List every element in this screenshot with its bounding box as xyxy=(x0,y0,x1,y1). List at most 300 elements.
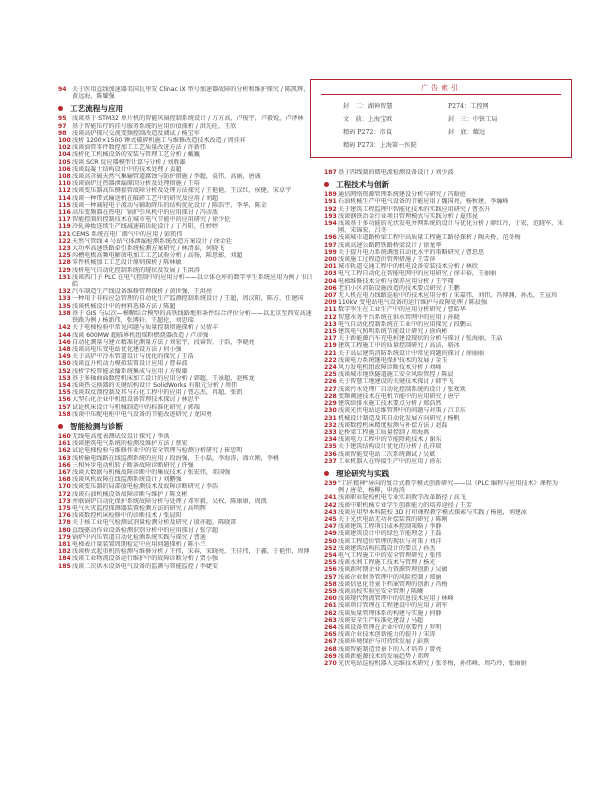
toc-entry[interactable] xyxy=(324,306,564,313)
article-title: 建筑给排水施工技术要点分析 / 郑浩然 xyxy=(338,400,442,408)
toc-entry[interactable] xyxy=(58,259,314,266)
page-number: 121 xyxy=(58,230,71,238)
toc-entry[interactable] xyxy=(324,530,564,537)
article-title: 浅谈大数据与机械故障诊断中的集成技术 / 张宏伟，邓国强 xyxy=(72,468,231,476)
page-number: 268 xyxy=(324,645,337,653)
page-number: 123 xyxy=(58,245,71,253)
page-number: 157 xyxy=(58,403,71,411)
page-number: 239 xyxy=(324,479,337,487)
toc-entry[interactable] xyxy=(324,624,564,631)
page-number: 237 xyxy=(324,457,337,465)
toc-entry[interactable] xyxy=(58,483,314,490)
article-title: 浅谈应用型本科院校 3D 打印课程教学模式探索与实践 / 杨艳，刘建泳 xyxy=(338,508,527,516)
toc-entry[interactable] xyxy=(324,407,564,414)
article-title: 基于四线制的微电流检测设备设计 / 刘少波 xyxy=(338,169,454,176)
page-number: 105 xyxy=(58,158,71,166)
article-title: 基于多轴曲面数控机床加工设计的应用分析 / 韩超，王景超，赵栋龙 xyxy=(72,374,255,382)
toc-entry[interactable] xyxy=(324,169,564,176)
page-number: 173 xyxy=(58,497,71,505)
toc-entry[interactable] xyxy=(324,198,564,205)
page-number: 94 xyxy=(58,86,67,93)
page-number: 245 xyxy=(324,515,337,523)
page-number: 224 xyxy=(324,364,337,372)
article-title: 浅谈数控机床检修中的诊断技术 / 张晨阳 xyxy=(72,512,182,520)
toc-entry[interactable] xyxy=(324,566,564,573)
article-title: 无线电高度表测试仪设计探究 / 李洪 xyxy=(72,432,170,440)
page-number: 250 xyxy=(324,537,337,545)
toc-entry[interactable] xyxy=(324,400,564,407)
toc-entry[interactable] xyxy=(324,588,564,595)
toc-entry[interactable] xyxy=(324,436,564,443)
page-number: 185 xyxy=(58,562,71,570)
page-number: 203 xyxy=(324,270,337,278)
toc-entry[interactable] xyxy=(58,159,314,166)
article-title: 浅析化工机械设备的安装与管理工艺分析 / 戴巍 xyxy=(72,151,200,159)
page-number: 179 xyxy=(58,533,71,541)
page-number: 212 xyxy=(324,313,337,321)
page-number: 267 xyxy=(324,638,337,646)
article-title: 汽车制造生产线设备维修管理探析 / 黄世强，王洪亮 xyxy=(72,288,212,296)
toc-entry[interactable] xyxy=(58,130,314,137)
toc-entry[interactable] xyxy=(324,559,564,566)
page-number: 116 xyxy=(58,209,71,217)
toc-entry[interactable] xyxy=(324,595,564,602)
toc-entry[interactable] xyxy=(58,498,314,505)
article-title: 一种用于非标应急管理的自动化生产监测控制系统设计 / 王超，周汉阳，陈方，任建国 xyxy=(72,295,304,303)
toc-entry[interactable] xyxy=(58,166,314,173)
article-title: 试论机床设计与机械制造中的标准化研究 / 郭瑞 xyxy=(72,403,200,411)
toc-entry[interactable] xyxy=(324,638,564,645)
page-number: 219 xyxy=(324,342,337,350)
article-title: 浅谈中职机械专业学生创新能力的培养途径 / 王芳 xyxy=(338,501,472,509)
page-number: 144 xyxy=(58,331,71,339)
article-title: 关于高炉中冷水管道设计与优化的探究 / 王浩 xyxy=(72,353,194,361)
article-title: 浅谈污水处理厂自动化控制系统的设计 / 张欢欢 xyxy=(338,385,466,393)
page-number: 228 xyxy=(324,392,337,400)
toc-entry[interactable] xyxy=(58,455,314,462)
toc-entry[interactable] xyxy=(324,415,564,422)
page-number: 129 xyxy=(58,266,71,274)
toc-entry[interactable] xyxy=(58,238,314,245)
article-title: 浅谈智能制造背景下的人才培养 / 曾亮 xyxy=(338,645,442,653)
article-title: "工匠精神"导向的复合式教学模式创新研究——以《PLC 编程与应用技术》课程为例 / 唐荣，杨柳，申海涛 xyxy=(338,479,558,495)
article-title: 关于建筑工程监理中智能化技术的实践应用研究 / 曹杰升 xyxy=(338,205,491,213)
toc-entry[interactable] xyxy=(58,231,314,238)
toc-entry[interactable] xyxy=(324,191,564,198)
toc-entry[interactable] xyxy=(58,353,314,360)
ad-index-item: 封 三：中铁工局 xyxy=(448,116,498,123)
article-title: 浅谈新能源技术的发展趋势 / 邓辉 xyxy=(338,652,430,660)
article-title: 浅谈中压配电柜中电气设备的节能改进研究 / 龙国勇 xyxy=(72,410,212,418)
page-number: 256 xyxy=(324,566,337,574)
toc-entry[interactable] xyxy=(58,223,314,230)
page-number: 131 xyxy=(58,273,71,281)
toc-entry[interactable] xyxy=(324,610,564,617)
page-number: 189 xyxy=(324,191,337,199)
toc-entry[interactable] xyxy=(58,375,314,382)
article-title: 浅谈 SCR 反应器模型计算与分析 / 刘胜雄 xyxy=(72,158,186,166)
article-title: 浅谈直升机动力模拟装置设计应用 / 曹春波 xyxy=(72,360,188,368)
toc-entry[interactable] xyxy=(58,324,314,331)
article-title: 浅谈建筑设计中的绿色节能理念 / 王磊 xyxy=(338,530,442,538)
toc-entry[interactable] xyxy=(58,476,314,483)
toc-entry[interactable] xyxy=(58,137,314,144)
page-number: 184 xyxy=(58,555,71,563)
page-number: 264 xyxy=(324,623,337,631)
article-title: 电气火灾监控探测器装置检测方法的研究 / 高明辉 xyxy=(72,504,206,512)
article-title: 浅谈质量管理体系的构建与实施 / 何静 xyxy=(338,609,442,617)
article-title: 电梯表计量装置周期检定中应用问题探析 / 陈小兰 xyxy=(72,540,206,548)
toc-entry[interactable] xyxy=(324,321,564,328)
page-number: 269 xyxy=(324,652,337,660)
article-title: 浅谈石油机械设备故障诊断与维护 / 陈文彬 xyxy=(72,490,188,498)
page-number: 247 xyxy=(324,523,337,531)
toc-entry[interactable] xyxy=(58,519,314,526)
article-title: 浅谈电力系统继电保护技术的发展 / 金玉 xyxy=(338,356,448,364)
article-title: 直线驱动作业设备检测识别分析中的应用探讨 / 张学超 xyxy=(72,526,219,534)
right-column xyxy=(324,169,564,667)
toc-entry[interactable] xyxy=(324,220,564,234)
page-number: 155 xyxy=(58,389,71,397)
page-number: 234 xyxy=(324,436,337,444)
article-title: 浅谈 600MW 超临界机组煤粉燃烧器改造 / 卢彦强 xyxy=(72,331,209,339)
toc-entry[interactable] xyxy=(324,631,564,638)
toc-entry[interactable] xyxy=(58,440,314,447)
toc-entry[interactable] xyxy=(58,252,314,259)
article-title: 浅析输电线路在线监测系统的应用 / 段海强，王小磊，李海涛，盛立刚，李桃 xyxy=(72,454,280,462)
page-number: 158 xyxy=(58,410,71,418)
section-bullet-icon xyxy=(324,471,329,476)
toc-entry[interactable] xyxy=(58,512,314,519)
toc-entry[interactable] xyxy=(324,545,564,552)
section-title: 智能检测与诊断 xyxy=(70,421,124,431)
toc-entry[interactable] xyxy=(58,144,314,151)
toc-entry[interactable] xyxy=(58,245,314,252)
toc-entry[interactable] xyxy=(324,242,564,249)
ad-index-item: P274：工控网 xyxy=(448,103,489,110)
toc-entry[interactable] xyxy=(324,234,564,241)
toc-entry[interactable] xyxy=(58,555,314,562)
article-title: 变频调速技术在电机节能中的应用研究 / 唐宁 xyxy=(338,392,460,400)
page-number: 227 xyxy=(324,385,337,393)
article-title: 电梯维修技术分析与保养应用分析 / 王宇翔 xyxy=(338,277,454,285)
toc-entry[interactable] xyxy=(324,653,564,660)
page-number: 98 xyxy=(58,129,67,137)
article-title: 浅谈新时期企业人力资源管理创新 / 吴敏 xyxy=(338,566,448,574)
page-number: 172 xyxy=(58,490,71,498)
article-title: 浅谈油管零件数控加工工艺质量改进方法 / 许新伟 xyxy=(72,144,206,152)
article-title: 浅谈企业财务管理中的风险控制 / 郑丽 xyxy=(338,573,442,581)
toc-entry[interactable] xyxy=(324,509,564,516)
toc-entry[interactable] xyxy=(58,115,314,122)
page-number: 138 xyxy=(58,309,71,317)
toc-entry[interactable] xyxy=(58,288,314,295)
toc-entry[interactable] xyxy=(324,502,564,509)
toc-entry[interactable] xyxy=(324,328,564,335)
page-number: 163 xyxy=(58,454,71,462)
page-number: 160 xyxy=(58,432,71,440)
page-number: 196 xyxy=(324,234,337,242)
page-number: 122 xyxy=(58,237,71,245)
toc-entry[interactable] xyxy=(58,368,314,375)
page-number: 213 xyxy=(324,320,337,328)
article-title: 论桥梁工程施工质量控制 / 周海燕 xyxy=(338,428,430,436)
section-title: 工艺流程与应用 xyxy=(70,104,124,114)
toc-entry[interactable] xyxy=(324,249,564,256)
article-title: 浅谈变压器高压侧套管故障分析及处理方法探究 / 王艳艳，王汉红，侯健，宋卓宇 xyxy=(72,187,292,195)
toc-entry[interactable] xyxy=(58,563,314,570)
toc-entry[interactable] xyxy=(58,447,314,454)
article-title: 浅谈工业物流设备运行维护中的故障诊断分析 / 贾小强 xyxy=(72,555,219,563)
article-title: 浅谈一种带式输送机在破碎工艺中的研究及应用 / 刘超 xyxy=(72,194,219,202)
article-title: 通信网络资源管理系统建设分析与研究 / 冯晗庭 xyxy=(338,191,466,199)
toc-entry[interactable] xyxy=(324,574,564,581)
toc-entry[interactable] xyxy=(58,303,314,310)
page-number: 229 xyxy=(324,400,337,408)
page-number: 102 xyxy=(58,144,71,152)
toc-entry[interactable] xyxy=(324,602,564,609)
toc-entry[interactable] xyxy=(324,350,564,357)
article-title: 沟槽电极高频电解放电加工工艺试验分析 / 高扬，陈思影，刘超 xyxy=(72,252,243,260)
toc-entry[interactable] xyxy=(324,538,564,545)
article-title: 浅谈安全生产标准化建设 / 马超 xyxy=(338,616,424,624)
toc-entry[interactable] xyxy=(58,389,314,396)
article-title: 三相异步电动机转子断条故障诊断研究 / 许强 xyxy=(72,461,194,469)
toc-entry[interactable] xyxy=(324,292,564,299)
article-title: 老旧小区消防设施改造的技术要点研究 / 王鹏 xyxy=(338,284,460,292)
toc-entry[interactable] xyxy=(58,123,314,130)
article-title: 高压变频器在热电厂锅炉引风机中的应用探讨 / 冯彦浓 xyxy=(72,209,219,217)
toc-entry[interactable] xyxy=(324,364,564,371)
page-number: 161 xyxy=(58,440,71,448)
toc-entry[interactable] xyxy=(58,339,314,346)
ad-index-item: 文 前：上海宝欧 xyxy=(343,116,393,123)
toc-entry[interactable] xyxy=(58,267,314,274)
toc-entry[interactable] xyxy=(324,552,564,559)
toc-entry[interactable] xyxy=(58,534,314,541)
toc-entry[interactable] xyxy=(324,314,564,321)
toc-entry[interactable] xyxy=(58,360,314,367)
page-number: 95 xyxy=(58,115,67,123)
ad-index-box xyxy=(310,79,572,158)
page-number: 106 xyxy=(58,165,71,173)
article-title: 关于提升电力系统调度自动化水平的策略研究 / 曹思思 xyxy=(338,248,485,256)
toc-entry[interactable] xyxy=(324,285,564,292)
page-number: 175 xyxy=(58,504,71,512)
page-number: 263 xyxy=(324,616,337,624)
toc-entry[interactable] xyxy=(324,342,564,349)
toc-entry[interactable] xyxy=(58,310,314,324)
page-number: 146 xyxy=(58,338,71,346)
page-number: 168 xyxy=(58,476,71,484)
article-title: 浅谈信息化背景下档案管理的创新 / 冯梅 xyxy=(338,580,448,588)
toc-entry[interactable] xyxy=(58,433,314,440)
toc-entry[interactable] xyxy=(324,357,564,364)
toc-entry[interactable] xyxy=(324,516,564,523)
page-number: 133 xyxy=(58,295,71,303)
toc-entry[interactable] xyxy=(324,213,564,220)
toc-entry[interactable] xyxy=(58,195,314,202)
article-title: 浅谈钢铁冶金行业项目管理模式与实践分析 / 夏伟昆 xyxy=(338,212,478,220)
article-title: 基于 GIS 与层次—模糊综合模型的高铁线路地形条件综合评价分析——以北京至西安高速铁路为例 / 杨新伟，张博轩，王超伦，刘思瑞 xyxy=(72,309,312,325)
toc-entry[interactable] xyxy=(324,278,564,285)
article-title: 浅谈高炉探尺交流变频控制改造及调试 / 杨宝军 xyxy=(72,129,200,137)
toc-entry[interactable] xyxy=(324,646,564,653)
page-number: 114 xyxy=(58,194,71,202)
toc-entry[interactable] xyxy=(324,371,564,378)
toc-entry[interactable] xyxy=(324,581,564,588)
toc-entry[interactable] xyxy=(58,346,314,353)
page-number: 149 xyxy=(58,353,71,361)
toc-entry[interactable] xyxy=(58,404,314,411)
article-title: 浅谈电力工程中的节能降耗技术 / 谢东 xyxy=(338,436,442,444)
article-title: 浅析电气自动化控制系统的现状及发展 / 王洪涛 xyxy=(72,266,200,274)
section-bullet-icon xyxy=(58,424,63,429)
article-title: 浅谈高校实验室安全管理 / 陈曦 xyxy=(338,587,424,595)
toc-entry[interactable] xyxy=(324,335,564,342)
toc-entry[interactable] xyxy=(58,187,314,194)
page-number: 182 xyxy=(58,548,71,556)
toc-entry[interactable] xyxy=(58,396,314,403)
page-number: 207 xyxy=(324,292,337,300)
page-number: 261 xyxy=(324,602,337,610)
article-title: 浅谈基于 STM32 单片机的智能风扇控制系统设计 / 万方高，卢俊宇，卢毅锐，卢泽林 xyxy=(72,115,304,123)
toc-entry[interactable] xyxy=(58,548,314,555)
page-number: 254 xyxy=(324,551,337,559)
article-title: 电气工程自动化在智能电网中的应用研究 / 徐丰裕，王丽丽 xyxy=(338,270,497,278)
section-heading xyxy=(324,469,564,478)
toc-entry[interactable] xyxy=(324,378,564,385)
page-number: 265 xyxy=(324,631,337,639)
article-title: 电气自动化控制系统在工业中的应用探究 / 段鹏云 xyxy=(338,320,472,328)
toc-entry[interactable] xyxy=(324,458,564,465)
article-title: 浅谈高速公路跨铁路桥梁设计 / 徐龙华 xyxy=(338,241,442,249)
toc-entry[interactable] xyxy=(58,209,314,216)
toc-entry[interactable] xyxy=(324,523,564,530)
toc-entry[interactable] xyxy=(324,429,564,436)
article-title: 浅谈变压器的局部放电检测技术及故障诊断研究 / 李浩 xyxy=(72,483,219,491)
article-title: 浅谈现代物流管理中的信息技术应用 / 林峰 xyxy=(338,595,454,603)
article-title: 浅析 1200×1500 锤式破碎机施工与维修改造技术改造 / 周佳祥 xyxy=(72,137,246,145)
page-number: 206 xyxy=(324,284,337,292)
toc-entry[interactable] xyxy=(324,494,564,501)
article-title: 浅谈智能变电站二次系统调试 / 吴斌 xyxy=(338,450,436,458)
article-title: 关于电梯检验中常见问题与质量控制措施探析 / 吴倩丰 xyxy=(72,324,219,332)
section-title: 理论研究与实践 xyxy=(336,468,390,478)
article-title: 浅谈高含硫天然气集输管道腐蚀与防护措施 / 李超，袁伟，高丽，唐诚 xyxy=(72,173,261,181)
toc-entry[interactable] xyxy=(58,151,314,158)
toc-entry[interactable] xyxy=(58,491,314,498)
page-number: 150 xyxy=(58,360,71,368)
page-number: 217 xyxy=(324,335,337,343)
page-number: 221 xyxy=(324,349,337,357)
toc-entry[interactable] xyxy=(324,270,564,277)
toc-entry[interactable] xyxy=(58,411,314,418)
article-title: 浅谈数控机床精度检测与补偿方法 / 赵磊 xyxy=(338,421,448,429)
toc-entry[interactable] xyxy=(324,443,564,450)
toc-entry[interactable] xyxy=(324,299,564,306)
page-number: 255 xyxy=(324,559,337,567)
toc-entry[interactable] xyxy=(58,295,314,302)
page-number: 135 xyxy=(58,302,71,310)
article-title: CEMS 系统在电厂烟气中的应用 / 彭凯伟 xyxy=(72,230,183,238)
toc-entry[interactable] xyxy=(324,451,564,458)
article-title: 工业机器人在焊接生产中的应用 / 徐东 xyxy=(338,457,442,465)
page-number: 231 xyxy=(324,414,337,422)
article-title: 无人机在电力线路巡检中的技术应用分析 / 宋嘉伟，刘伟，冯博渊，孙杰，王宣玮 xyxy=(338,292,558,300)
article-title: 建筑工程施工中的质量控制研究 / 高洁，骆冰 xyxy=(338,342,460,350)
toc-entry[interactable] xyxy=(58,216,314,223)
toc-entry[interactable] xyxy=(324,206,564,213)
article-title: 数字孪生在工业生产中的应用分析研究 / 曹皓华 xyxy=(338,306,466,314)
article-title: 关于光伏电站无功补偿装置的研究 / 陈刚 xyxy=(338,515,448,523)
article-title: 浅谈企业技术创新能力的提升 / 宋涛 xyxy=(338,631,436,639)
page-number: 225 xyxy=(324,371,337,379)
page-number: 201 xyxy=(324,263,337,271)
toc-entry[interactable] xyxy=(58,274,314,288)
article-title: 零件机械加工工艺设计原则探析 / 陈林敏 xyxy=(72,259,182,267)
page-number: 148 xyxy=(58,345,71,353)
article-title: 浅谈风机故障在线监测系统设计 / 刘鹏强 xyxy=(72,476,182,484)
article-title: 并联锅炉自动化保护系统故障分析与处理 / 邓军毅，吴权，陈康康，周凯 xyxy=(72,497,267,505)
section-bullet-icon xyxy=(58,106,63,111)
toc-entry[interactable] xyxy=(324,660,564,667)
article-title: 自动化测量与建立精准化测量方法 / 刘宏宇，段睿智，于浩，李晓亮 xyxy=(72,338,255,346)
toc-entry[interactable] xyxy=(324,256,564,263)
toc-entry[interactable] xyxy=(324,263,564,270)
article-title: 浅谈水利工程施工技术与管理 / 杨光 xyxy=(338,559,436,567)
page-number: 258 xyxy=(324,580,337,588)
article-title: 浅谈建筑工程项目成本控制策略 / 李静 xyxy=(338,523,442,531)
page-number: 125 xyxy=(58,252,71,260)
toc-entry[interactable] xyxy=(324,422,564,429)
toc-entry[interactable] xyxy=(58,469,314,476)
toc-entry[interactable] xyxy=(58,173,314,180)
toc-entry[interactable] xyxy=(58,382,314,389)
page-number: 232 xyxy=(324,421,337,429)
left-column xyxy=(58,86,314,570)
page-number: 162 xyxy=(58,447,71,455)
toc-entry[interactable] xyxy=(324,480,564,494)
page-number: 181 xyxy=(58,540,71,548)
toc-entry[interactable] xyxy=(58,86,314,100)
section-title: 工程技术与创新 xyxy=(336,180,390,190)
toc-entry[interactable] xyxy=(58,541,314,548)
page-number: 200 xyxy=(324,256,337,264)
toc-entry[interactable] xyxy=(324,617,564,624)
page-number: 153 xyxy=(58,374,71,382)
page-number: 249 xyxy=(324,530,337,538)
toc-entry[interactable] xyxy=(58,462,314,469)
toc-entry[interactable] xyxy=(58,527,314,534)
toc-entry[interactable] xyxy=(324,393,564,400)
toc-entry[interactable] xyxy=(58,180,314,187)
toc-entry[interactable] xyxy=(58,332,314,339)
article-title: 关于新能源汽车充电桩建设现状的分析与探讨 / 张海丽，王晶 xyxy=(338,335,503,343)
article-title: 风力发电机组故障诊断技术分析 / 刘峰 xyxy=(338,364,442,372)
toc-entry[interactable] xyxy=(58,202,314,209)
page-number: 199 xyxy=(324,248,337,256)
page-number: 128 xyxy=(58,259,71,267)
article-title: 大功率高速铁路牵引系统检测方案研究 / 林清泰，何晓飞 xyxy=(72,245,225,253)
article-title: 浅谈施工过程造价管理措施 / 王雪萍 xyxy=(338,256,436,264)
page-number: 166 xyxy=(58,461,71,469)
page-number: 191 xyxy=(324,198,337,206)
page-number: 242 xyxy=(324,501,337,509)
toc-entry[interactable] xyxy=(324,386,564,393)
page-number: 187 xyxy=(324,169,337,176)
toc-entry[interactable] xyxy=(58,505,314,512)
